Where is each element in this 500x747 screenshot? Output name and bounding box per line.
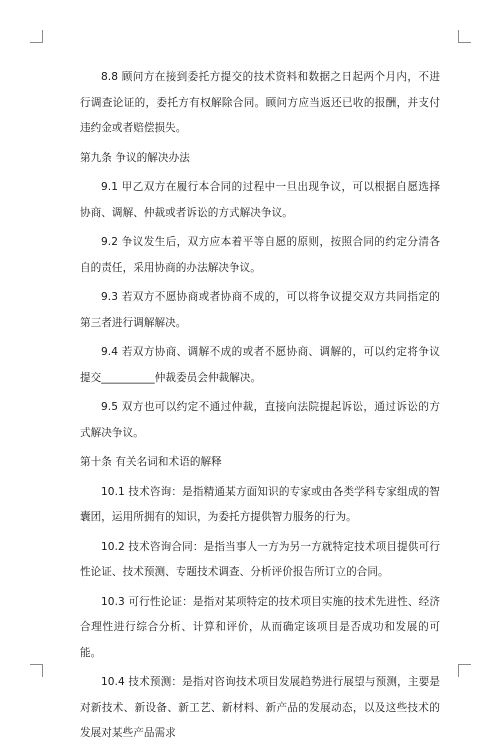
clause-9-1: 9.1 甲乙双方在履行本合同的过程中一旦出现争议，可以根据自愿选择协商、调解、仲裁或者诉讼的方式解决争议。 (80, 181, 440, 219)
clause-8-8: 8.8 顾问方在接到委托方提交的技术资料和数据之日起两个月内，不进行调查论证的，委托方有权解除合同。顾问方应当返还已收的报酬，并支付违约金或者赔偿损失。 (80, 71, 440, 134)
article-9-heading: 第九条 争议的解决办法 (80, 151, 190, 164)
document-body (80, 65, 440, 747)
clause-9-2: 9.2 争议发生后，双方应本着平等自愿的原则，按照合同的约定分清各自的责任，采用协商的办法解决争议。 (80, 236, 440, 274)
clause-10-2: 10.2 技术咨询合同：是指当事人一方为另一方就特定技术项目提供可行性论证、技术预测、专题技术调查、分析评价报告所订立的合同。 (80, 540, 440, 578)
crop-mark-bottom-right (458, 664, 471, 677)
crop-mark-bottom-left (30, 664, 43, 677)
clause-9-3: 9.3 若双方不愿协商或者协商不成的，可以将争议提交双方共同指定的第三者进行调解解决。 (80, 291, 440, 329)
crop-mark-top-left (30, 30, 43, 43)
clause-10-4: 10.4 技术预测：是指对咨询技术项目发展趋势进行展望与预测，主要是对新技术、新设备、新工艺、新材料、新产品的发展动态，以及这些技术的发展对某些产品需求 (80, 676, 440, 739)
crop-mark-top-right (458, 30, 471, 43)
article-10-heading: 第十条 有关名词和术语的解释 (80, 456, 222, 468)
clause-10-1: 10.1 技术咨询：是指精通某方面知识的专家或由各类学科专家组成的智囊团，运用所拥有的知识，为委托方提供智力服务的行为。 (80, 485, 440, 523)
clause-10-3: 10.3 可行性论证：是指对某项特定的技术项目实施的技术先进性、经济合理性进行综合分析、计算和评价，从而确定该项目是否成功和发展的可能。 (80, 595, 440, 659)
clause-9-4: 9.4 若双方协商、调解不成的或者不愿协商、调解的，可以约定将争议提交__________仲裁委员会仲裁解决。 (80, 346, 440, 384)
clause-9-5: 9.5 双方也可以约定不通过仲裁，直接向法院提起诉讼，通过诉讼的方式解决争议。 (80, 401, 440, 439)
